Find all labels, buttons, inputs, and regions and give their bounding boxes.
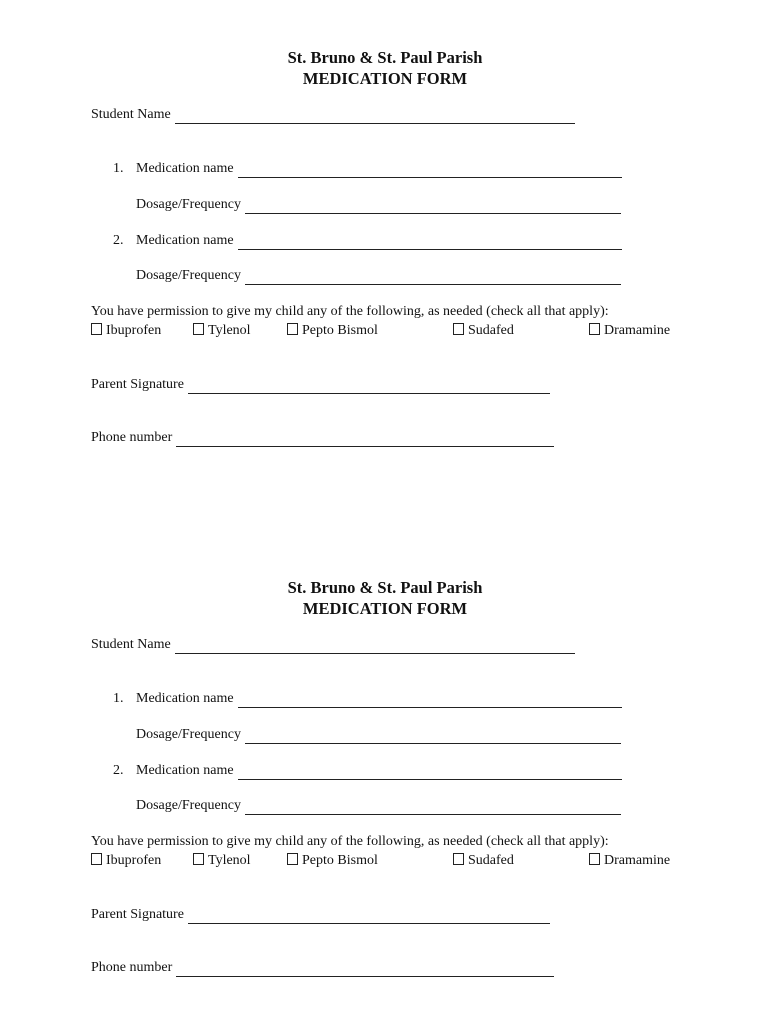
parent-signature-field[interactable] <box>188 909 550 924</box>
option-ibuprofen[interactable] <box>91 322 161 340</box>
parent-signature-row <box>91 906 550 924</box>
med2-number: 2. <box>113 233 124 248</box>
option-dramamine[interactable] <box>589 852 670 870</box>
med1-dosage-label: Dosage/Frequency <box>136 727 241 742</box>
option-label: Sudafed <box>468 853 514 868</box>
med1-dosage-field[interactable] <box>245 199 621 214</box>
option-label: Pepto Bismol <box>302 323 378 338</box>
med1-name-field[interactable] <box>238 693 622 708</box>
option-sudafed[interactable] <box>453 852 514 870</box>
phone-field[interactable] <box>176 962 554 977</box>
med2-name-row <box>136 232 622 250</box>
phone-label: Phone number <box>91 960 173 975</box>
med1-dosage-field[interactable] <box>245 729 621 744</box>
med1-name-label: Medication name <box>136 691 234 706</box>
med1-dosage-row <box>136 196 621 214</box>
student-name-label: Student Name <box>91 637 171 652</box>
form-title-line1: St. Bruno & St. Paul Parish <box>287 48 483 67</box>
parent-signature-label: Parent Signature <box>91 907 184 922</box>
med2-number: 2. <box>113 763 124 778</box>
checkbox-icon[interactable] <box>91 853 102 865</box>
option-tylenol[interactable] <box>193 852 251 870</box>
student-name-field[interactable] <box>175 109 575 124</box>
option-ibuprofen[interactable] <box>91 852 161 870</box>
checkbox-icon[interactable] <box>453 323 464 335</box>
option-label: Ibuprofen <box>106 853 162 868</box>
med2-dosage-label: Dosage/Frequency <box>136 268 241 283</box>
med2-name-field[interactable] <box>238 235 622 250</box>
student-name-row <box>91 106 575 124</box>
parent-signature-label: Parent Signature <box>91 377 184 392</box>
permission-text: You have permission to give my child any of the following, as needed (check all that apply): <box>91 834 609 849</box>
form-title-line2: MEDICATION FORM <box>302 69 468 88</box>
form-title-line1: St. Bruno & St. Paul Parish <box>287 578 483 597</box>
checkbox-icon[interactable] <box>453 853 464 865</box>
option-label: Pepto Bismol <box>302 853 378 868</box>
option-tylenol[interactable] <box>193 322 251 340</box>
phone-row <box>91 959 554 977</box>
option-label: Dramamine <box>604 853 671 868</box>
med2-name-field[interactable] <box>238 765 622 780</box>
medication-form-2 <box>0 530 770 990</box>
medication-form-1 <box>0 0 770 460</box>
option-dramamine[interactable] <box>589 322 670 340</box>
phone-label: Phone number <box>91 430 173 445</box>
phone-row <box>91 429 554 447</box>
parent-signature-row <box>91 376 550 394</box>
med1-dosage-row <box>136 726 621 744</box>
med1-name-row <box>136 160 622 178</box>
phone-field[interactable] <box>176 432 554 447</box>
option-label: Tylenol <box>208 323 251 338</box>
med2-dosage-field[interactable] <box>245 800 621 815</box>
med1-dosage-label: Dosage/Frequency <box>136 197 241 212</box>
student-name-row <box>91 636 575 654</box>
checkbox-icon[interactable] <box>91 323 102 335</box>
checkbox-icon[interactable] <box>589 853 600 865</box>
checkbox-icon[interactable] <box>287 323 298 335</box>
med2-dosage-field[interactable] <box>245 270 621 285</box>
med1-name-row <box>136 690 622 708</box>
parent-signature-field[interactable] <box>188 379 550 394</box>
form-title-line2: MEDICATION FORM <box>302 599 468 618</box>
checkbox-icon[interactable] <box>287 853 298 865</box>
checkbox-icon[interactable] <box>193 853 204 865</box>
med2-dosage-row <box>136 267 621 285</box>
option-label: Ibuprofen <box>106 323 162 338</box>
med1-name-field[interactable] <box>238 163 622 178</box>
med2-name-label: Medication name <box>136 763 234 778</box>
med2-dosage-row <box>136 797 621 815</box>
option-sudafed[interactable] <box>453 322 514 340</box>
option-pepto-bismol[interactable] <box>287 322 378 340</box>
option-label: Tylenol <box>208 853 251 868</box>
med2-name-row <box>136 762 622 780</box>
med1-name-label: Medication name <box>136 161 234 176</box>
med2-dosage-label: Dosage/Frequency <box>136 798 241 813</box>
checkbox-icon[interactable] <box>193 323 204 335</box>
checkbox-icon[interactable] <box>589 323 600 335</box>
option-label: Sudafed <box>468 323 514 338</box>
med2-name-label: Medication name <box>136 233 234 248</box>
option-label: Dramamine <box>604 323 671 338</box>
student-name-field[interactable] <box>175 639 575 654</box>
med1-number: 1. <box>113 691 124 706</box>
option-pepto-bismol[interactable] <box>287 852 378 870</box>
permission-text: You have permission to give my child any of the following, as needed (check all that apply): <box>91 304 609 319</box>
med1-number: 1. <box>113 161 124 176</box>
student-name-label: Student Name <box>91 107 171 122</box>
